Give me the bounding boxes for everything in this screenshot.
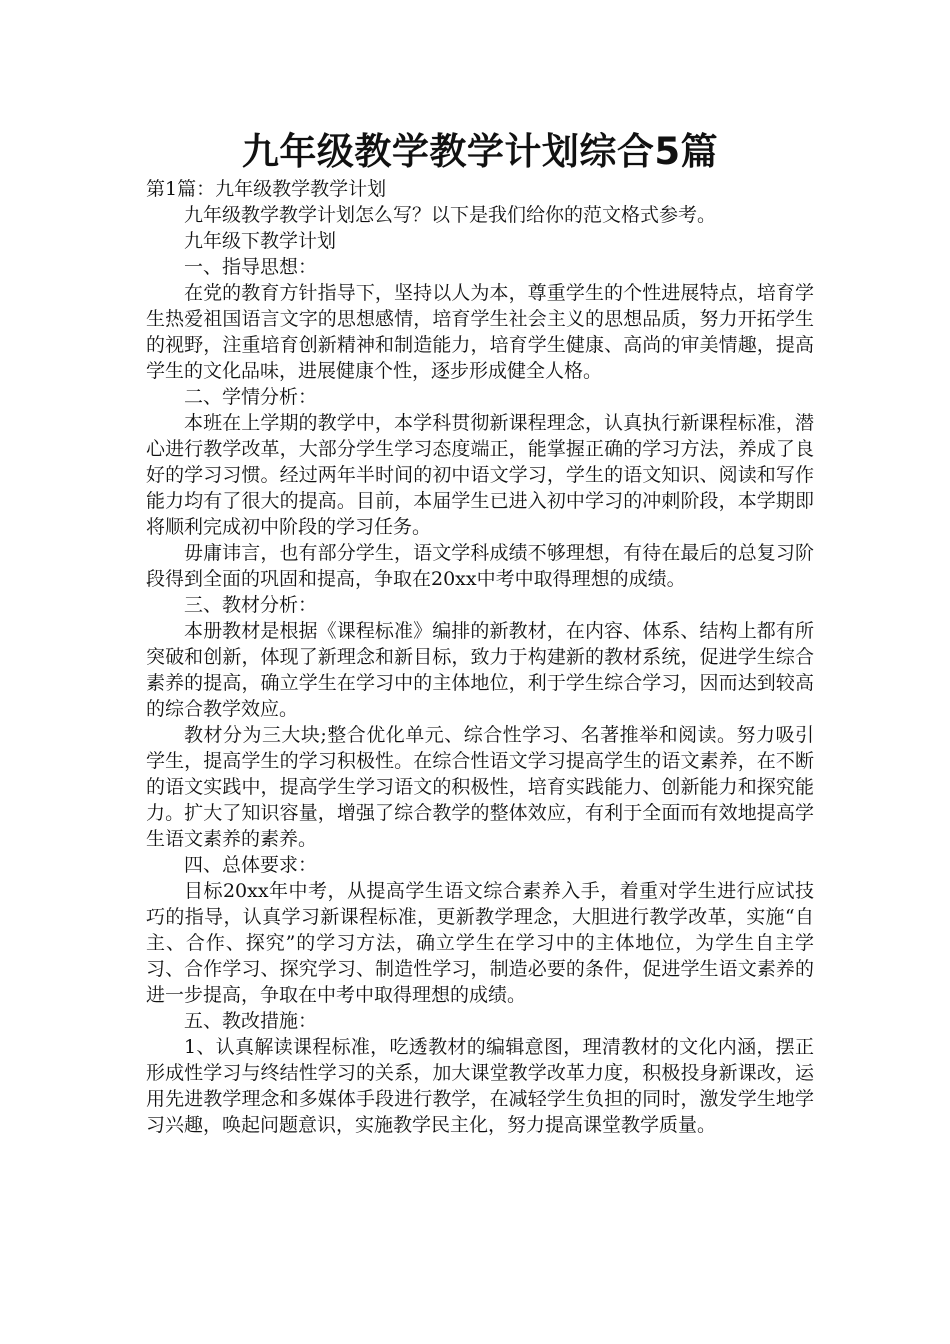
paragraph-guiding-thought: 在党的教育方针指导下，坚持以人为本，尊重学生的个性进展特点，培育学生热爱祖国语言文字的思想感情，培育学生社会主义的思想品质，努力开拓学生的视野，注重培育创新精神和制造能力，培育学生健康、高尚的审美情趣，提高学生的文化品味，进展健康个性，逐步形成健全人格。	[146, 282, 814, 382]
document-page	[146, 128, 814, 1138]
paragraph-textbook-analysis: 本册教材是根据《课程标准》编排的新教材，在内容、体系、结构上都有所突破和创新，体现了新理念和新目标，致力于构建新的教材系统，促进学生综合素养的提高，确立学生在学习中的主体地位，利于学生综合学习，因而达到较高的综合教学效应。	[146, 620, 814, 720]
heading-guiding-thought: 一、指导思想：	[184, 256, 318, 278]
paragraph-intro: 九年级教学教学计划怎么写？以下是我们给你的范文格式参考。	[184, 204, 717, 226]
document-title: 九年级教学教学计划综合5篇	[241, 130, 719, 173]
paragraph-textbook-analysis-2: 教材分为三大块;整合优化单元、综合性学习、名著推举和阅读。努力吸引学生，提高学生的学习积极性。在综合性语文学习提高学生的语文素养，在不断的语文实践中，提高学生学习语文的积极性，培育实践能力、创新能力和探究能力。扩大了知识容量，增强了综合教学的整体效应，有利于全面而有效地提高学生语文素养的素养。	[146, 724, 814, 850]
section-heading: 第1篇：九年级教学教学计划	[146, 178, 387, 200]
paragraph-plan-name: 九年级下教学计划	[184, 230, 337, 252]
heading-textbook-analysis: 三、教材分析：	[184, 594, 318, 616]
heading-student-analysis: 二、学情分析：	[184, 386, 318, 408]
paragraph-student-analysis-2: 毋庸讳言，也有部分学生，语文学科成绩不够理想，有待在最后的总复习阶段得到全面的巩固和提高，争取在20xx中考中取得理想的成绩。	[146, 542, 814, 590]
paragraph-overall-requirements: 目标20xx年中考，从提高学生语文综合素养入手，着重对学生进行应试技巧的指导，认真学习新课程标准，更新教学理念，大胆进行教学改革，实施“自主、合作、探究”的学习方法，确立学生在学习中的主体地位，为学生自主学习、合作学习、探究学习、制造性学习，制造必要的条件，促进学生语文素养的进一步提高，争取在中考中取得理想的成绩。	[146, 880, 814, 1006]
paragraph-student-analysis: 本班在上学期的教学中，本学科贯彻新课程理念，认真执行新课程标准，潜心进行教学改革，大部分学生学习态度端正，能掌握正确的学习方法，养成了良好的学习习惯。经过两年半时间的初中语文学习，学生的语文知识、阅读和写作能力均有了很大的提高。目前，本届学生已进入初中学习的冲刺阶段，本学期即将顺利完成初中阶段的学习任务。	[146, 412, 814, 538]
heading-reform-measures: 五、教改措施：	[184, 1010, 318, 1032]
paragraph-reform-measures: 1、认真解读课程标准，吃透教材的编辑意图，理清教材的文化内涵，摆正形成性学习与终结性学习的关系，加大课堂教学改革力度，积极投身新课改，运用先进教学理念和多媒体手段进行教学，在减轻学生负担的同时，激发学生地学习兴趣，唤起问题意识，实施教学民主化，努力提高课堂教学质量。	[146, 1036, 814, 1136]
heading-overall-requirements: 四、总体要求：	[184, 854, 318, 876]
